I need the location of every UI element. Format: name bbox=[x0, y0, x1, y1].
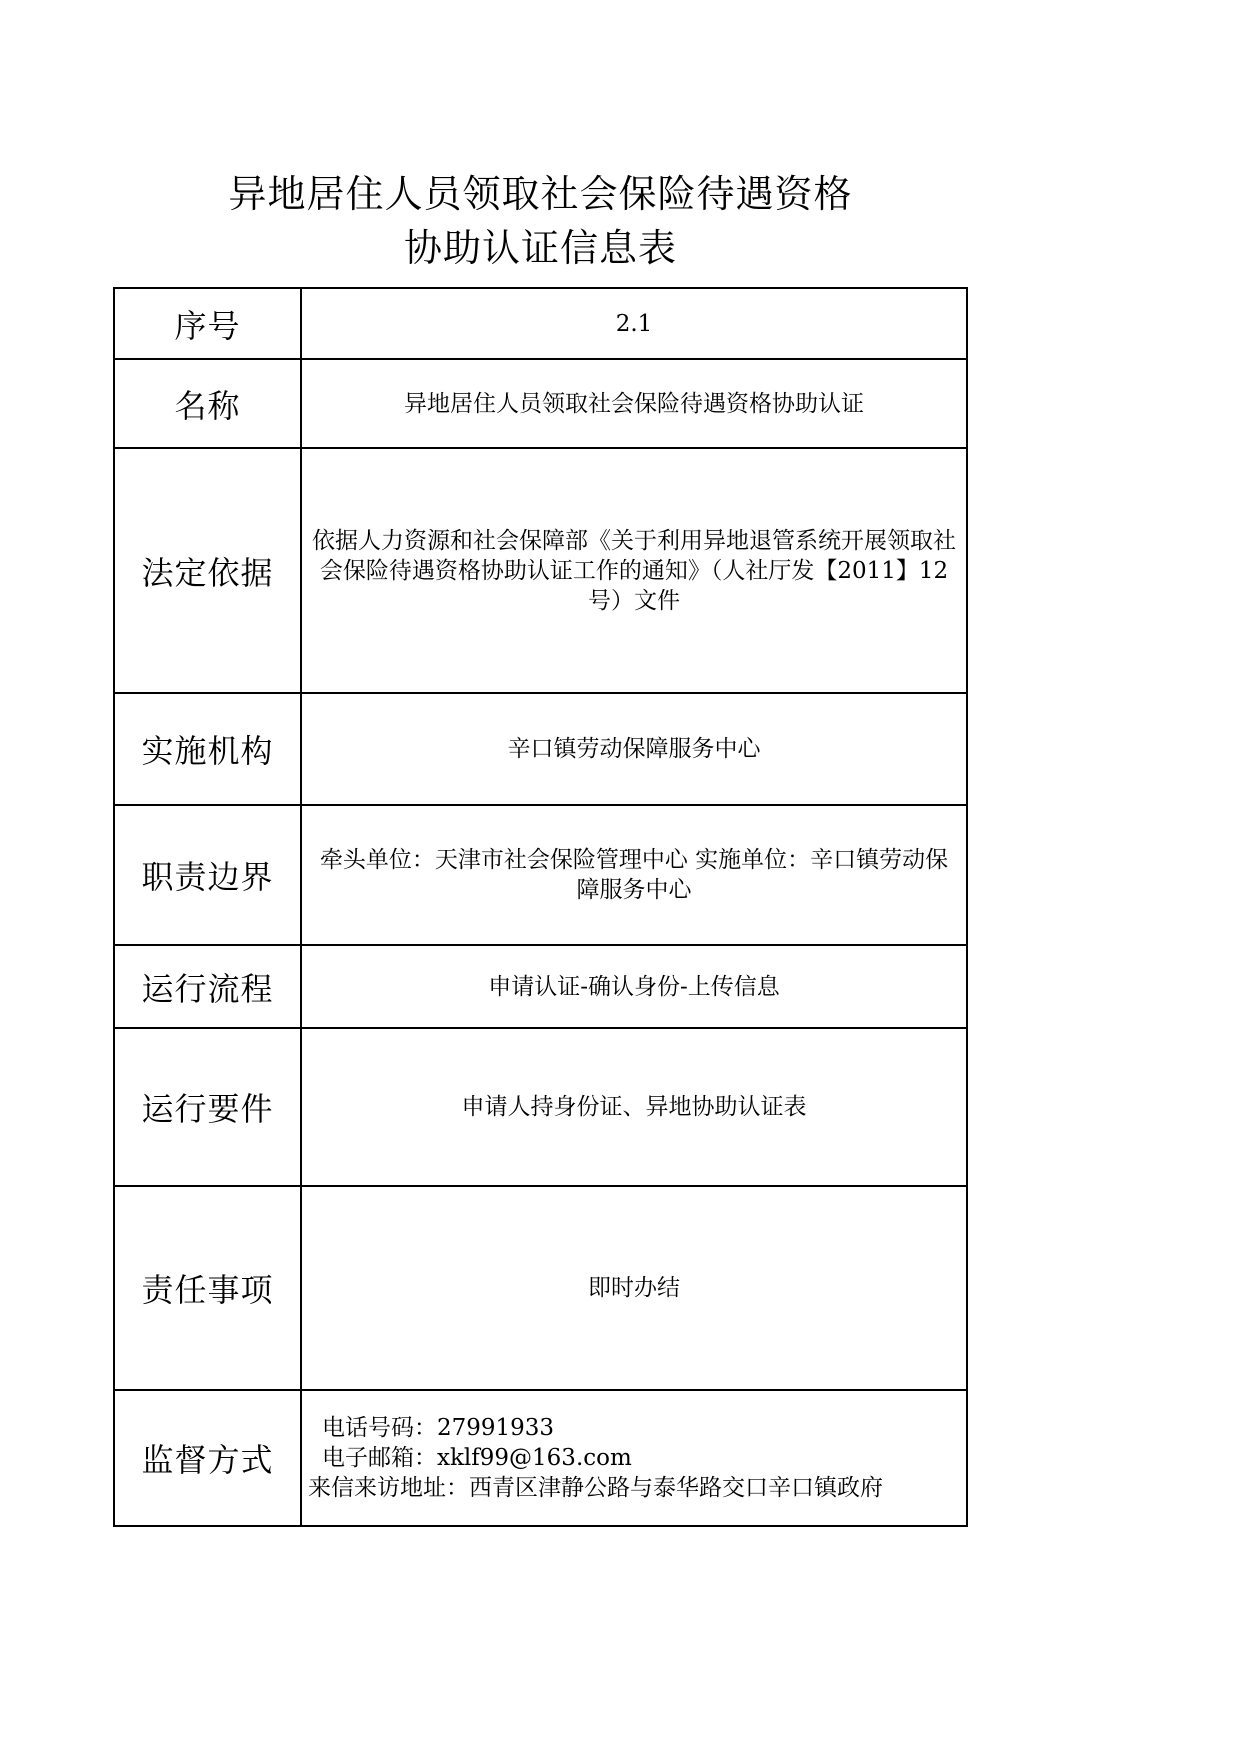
row-value-legal-basis: 依据人力资源和社会保障部《关于利用异地退管系统开展领取社会保险待遇资格协助认证工作的通知》（人社厅发【2011】12号）文件 bbox=[301, 448, 967, 693]
document-title-line1: 异地居住人员领取社会保险待遇资格 bbox=[228, 172, 853, 216]
row-label-duties: 责任事项 bbox=[114, 1186, 301, 1390]
row-value-process: 申请认证-确认身份-上传信息 bbox=[301, 945, 967, 1028]
row-label-legal-basis: 法定依据 bbox=[114, 448, 301, 693]
row-label-supervision: 监督方式 bbox=[114, 1390, 301, 1526]
row-label-responsibility: 职责边界 bbox=[114, 805, 301, 945]
table-row bbox=[114, 1390, 967, 1526]
table-row bbox=[114, 448, 967, 693]
supervision-email: 电子邮箱：xklf99@163.com bbox=[322, 1445, 632, 1471]
row-value-serial: 2.1 bbox=[301, 288, 967, 359]
row-value-requirements: 申请人持身份证、异地协助认证表 bbox=[301, 1028, 967, 1186]
supervision-phone: 电话号码：27991933 bbox=[322, 1415, 555, 1441]
table-row bbox=[114, 359, 967, 448]
table-row bbox=[114, 805, 967, 945]
row-value-agency: 辛口镇劳动保障服务中心 bbox=[301, 693, 967, 805]
row-label-agency: 实施机构 bbox=[114, 693, 301, 805]
document-title-line2: 协助认证信息表 bbox=[403, 226, 677, 270]
table-row bbox=[114, 1028, 967, 1186]
table-row bbox=[114, 1186, 967, 1390]
table-row bbox=[114, 288, 967, 359]
row-value-supervision bbox=[301, 1390, 967, 1526]
row-value-duties: 即时办结 bbox=[301, 1186, 967, 1390]
supervision-address: 来信来访地址：西青区津静公路与泰华路交口辛口镇政府 bbox=[308, 1475, 883, 1501]
info-table bbox=[113, 287, 968, 1527]
row-label-requirements: 运行要件 bbox=[114, 1028, 301, 1186]
row-label-process: 运行流程 bbox=[114, 945, 301, 1028]
table-row bbox=[114, 693, 967, 805]
table-row bbox=[114, 945, 967, 1028]
row-value-name: 异地居住人员领取社会保险待遇资格协助认证 bbox=[301, 359, 967, 448]
row-value-responsibility: 牵头单位：天津市社会保险管理中心 实施单位：辛口镇劳动保障服务中心 bbox=[301, 805, 967, 945]
row-label-serial: 序号 bbox=[114, 288, 301, 359]
row-label-name: 名称 bbox=[114, 359, 301, 448]
